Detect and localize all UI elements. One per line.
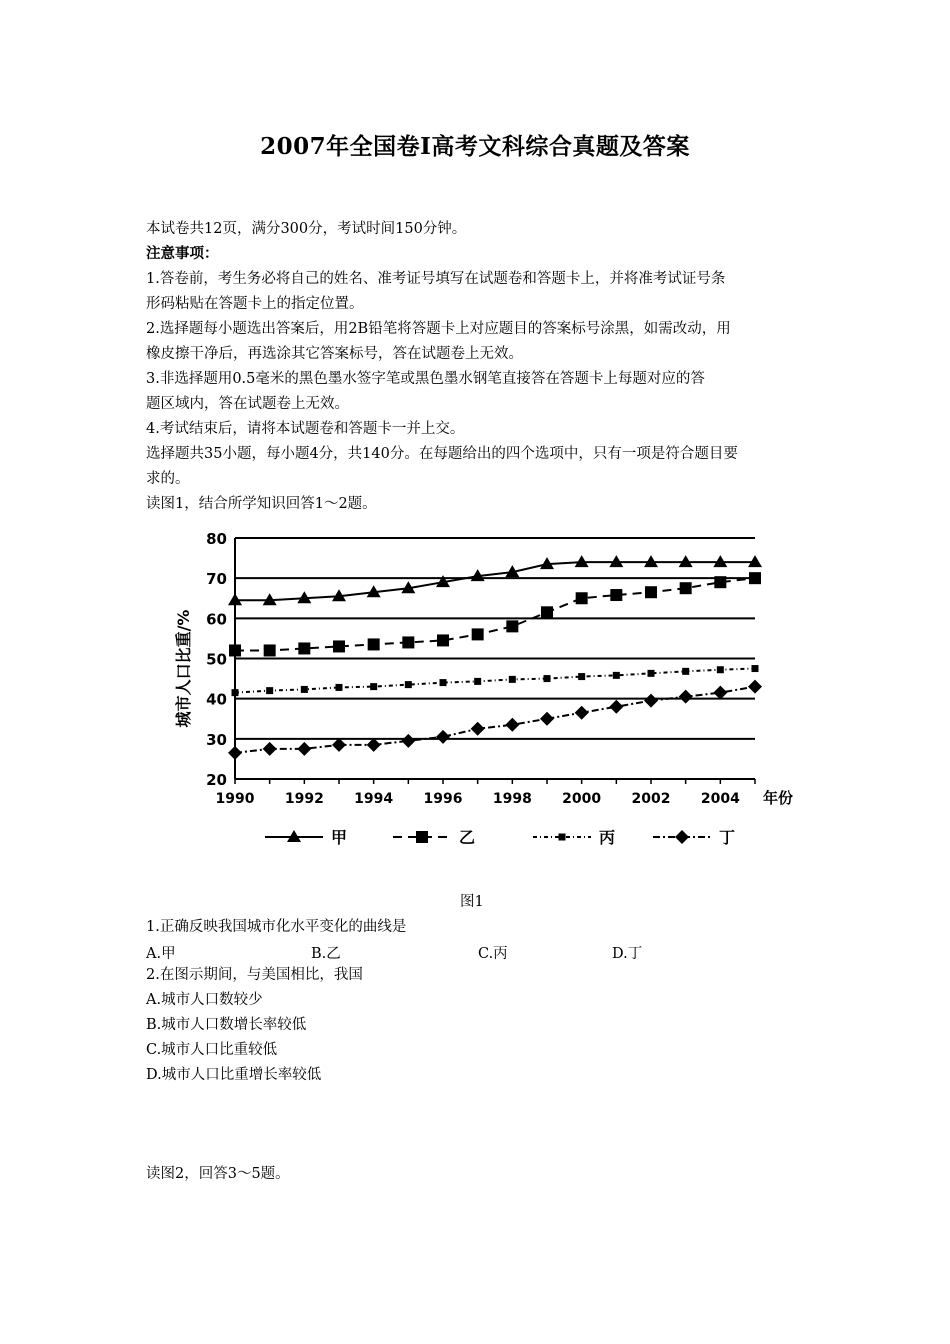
data-point: [644, 694, 658, 708]
data-point: [576, 592, 588, 604]
data-point: [401, 734, 415, 748]
x-tick-label: 1998: [492, 791, 532, 807]
data-point: [228, 593, 242, 605]
data-point: [679, 555, 693, 567]
x-tick-label: 2004: [700, 791, 740, 807]
legend-label: 丙: [599, 828, 616, 847]
q1-option-d: D.丁: [612, 946, 643, 962]
data-point: [440, 679, 447, 686]
data-point: [578, 673, 585, 680]
legend-marker: [416, 831, 428, 843]
data-point: [713, 555, 727, 567]
x-tick-label: 1994: [354, 791, 394, 807]
y-tick-label: 60: [206, 610, 227, 629]
data-point: [332, 738, 346, 752]
note-line: 2.选择题每小题选出答案后，用2B铅笔将答题卡上对应题目的答案标号涂黑，如需改动，用: [146, 321, 731, 337]
q1-option-b: B.乙: [311, 946, 341, 962]
page-title: 2007年全国卷Ⅰ高考文科综合真题及答案: [260, 133, 690, 160]
y-tick-label: 40: [206, 690, 227, 709]
data-point: [232, 689, 239, 696]
data-point: [609, 700, 623, 714]
data-point: [613, 672, 620, 679]
data-point: [437, 634, 449, 646]
y-tick-label: 20: [206, 771, 227, 789]
series-line-3: [235, 669, 755, 693]
data-point: [368, 638, 380, 650]
data-point: [301, 686, 308, 693]
question-1-stem: 1.正确反映我国城市化水平变化的曲线是: [146, 919, 407, 935]
data-point: [505, 718, 519, 732]
data-point: [509, 676, 516, 683]
data-point: [748, 555, 762, 567]
y-axis-label: 城市人口比重/%: [174, 609, 193, 728]
data-point: [370, 683, 377, 690]
y-tick-label: 70: [206, 570, 227, 589]
note-line: 橡皮擦干净后，再选涂其它答案标号，答在试题卷上无效。: [146, 346, 523, 362]
data-point: [713, 686, 727, 700]
data-point: [645, 586, 657, 598]
legend-label: 甲: [331, 828, 348, 847]
data-point: [752, 665, 759, 672]
data-point: [264, 644, 276, 656]
data-point: [472, 628, 484, 640]
note-line: 1.答卷前，考生务必将自己的姓名、准考证号填写在试题卷和答题卡上，并将准考试证号条: [146, 271, 726, 287]
x-tick-label: 1992: [284, 791, 324, 807]
data-point: [648, 670, 655, 677]
section-intro-line: 求的。: [146, 471, 190, 487]
data-point: [714, 576, 726, 588]
data-point: [506, 620, 518, 632]
data-point: [298, 642, 310, 654]
q2-option-a: A.城市人口数较少: [146, 992, 263, 1008]
read-fig1-text: 读图1，结合所学知识回答1～2题。: [146, 496, 377, 512]
data-point: [575, 706, 589, 720]
intro-text: 本试卷共12页，满分300分，考试时间150分钟。: [146, 221, 467, 237]
data-point: [748, 680, 762, 694]
question-2-stem: 2.在图示期间，与美国相比，我国: [146, 967, 363, 983]
note-line: 3.非选择题用0.5毫米的黑色墨水签字笔或黑色墨水钢笔直接答在答题卡上每题对应的答: [146, 371, 705, 387]
notes-heading: 注意事项：: [146, 245, 219, 262]
legend-marker: [675, 830, 689, 844]
data-point: [436, 730, 450, 744]
data-point: [544, 675, 551, 682]
series-line-2: [235, 578, 755, 650]
figure-1-chart: [165, 522, 805, 862]
note-line: 4.考试结束后，请将本试题卷和答题卡一并上交。: [146, 421, 465, 437]
note-line: 形码粘贴在答题卡上的指定位置。: [146, 296, 364, 312]
data-point: [333, 640, 345, 652]
note-line: 题区域内，答在试题卷上无效。: [146, 396, 349, 412]
data-point: [297, 742, 311, 756]
data-point: [540, 712, 554, 726]
data-point: [609, 555, 623, 567]
data-point: [679, 690, 693, 704]
data-point: [402, 636, 414, 648]
data-point: [263, 742, 277, 756]
data-point: [336, 684, 343, 691]
series-line-4: [235, 687, 755, 753]
y-tick-label: 80: [206, 530, 227, 548]
section-intro-line: 选择题共35小题，每小题4分，共140分。在每题给出的四个选项中，只有一项是符合题目要: [146, 446, 738, 462]
x-tick-label: 2000: [562, 791, 602, 807]
data-point: [229, 644, 241, 656]
data-point: [644, 555, 658, 567]
x-tick-label: 1996: [423, 791, 463, 807]
data-point: [405, 681, 412, 688]
data-point: [610, 589, 622, 601]
x-tick-label: 1990: [215, 791, 255, 807]
data-point: [682, 668, 689, 675]
data-point: [717, 666, 724, 673]
data-point: [749, 572, 761, 584]
legend-marker: [559, 834, 566, 841]
figure-caption: 图1: [460, 894, 484, 910]
data-point: [266, 687, 273, 694]
y-tick-label: 50: [206, 650, 227, 669]
x-tick-label: 2002: [631, 791, 671, 807]
x-axis-label: 年份: [763, 789, 794, 807]
y-tick-label: 30: [206, 730, 227, 749]
read-fig2-text: 读图2，回答3～5题。: [146, 1166, 290, 1182]
legend-label: 乙: [459, 828, 476, 847]
data-point: [367, 738, 381, 752]
data-point: [228, 746, 242, 760]
q2-option-b: B.城市人口数增长率较低: [146, 1017, 307, 1033]
data-point: [680, 582, 692, 594]
q1-option-a: A.甲: [146, 946, 176, 962]
data-point: [575, 555, 589, 567]
q2-option-d: D.城市人口比重增长率较低: [146, 1067, 322, 1083]
data-point: [474, 678, 481, 685]
q2-option-c: C.城市人口比重较低: [146, 1042, 278, 1058]
legend-label: 丁: [719, 828, 736, 847]
data-point: [541, 606, 553, 618]
q1-option-c: C.丙: [478, 946, 508, 962]
data-point: [471, 722, 485, 736]
series-line-1: [235, 562, 755, 600]
